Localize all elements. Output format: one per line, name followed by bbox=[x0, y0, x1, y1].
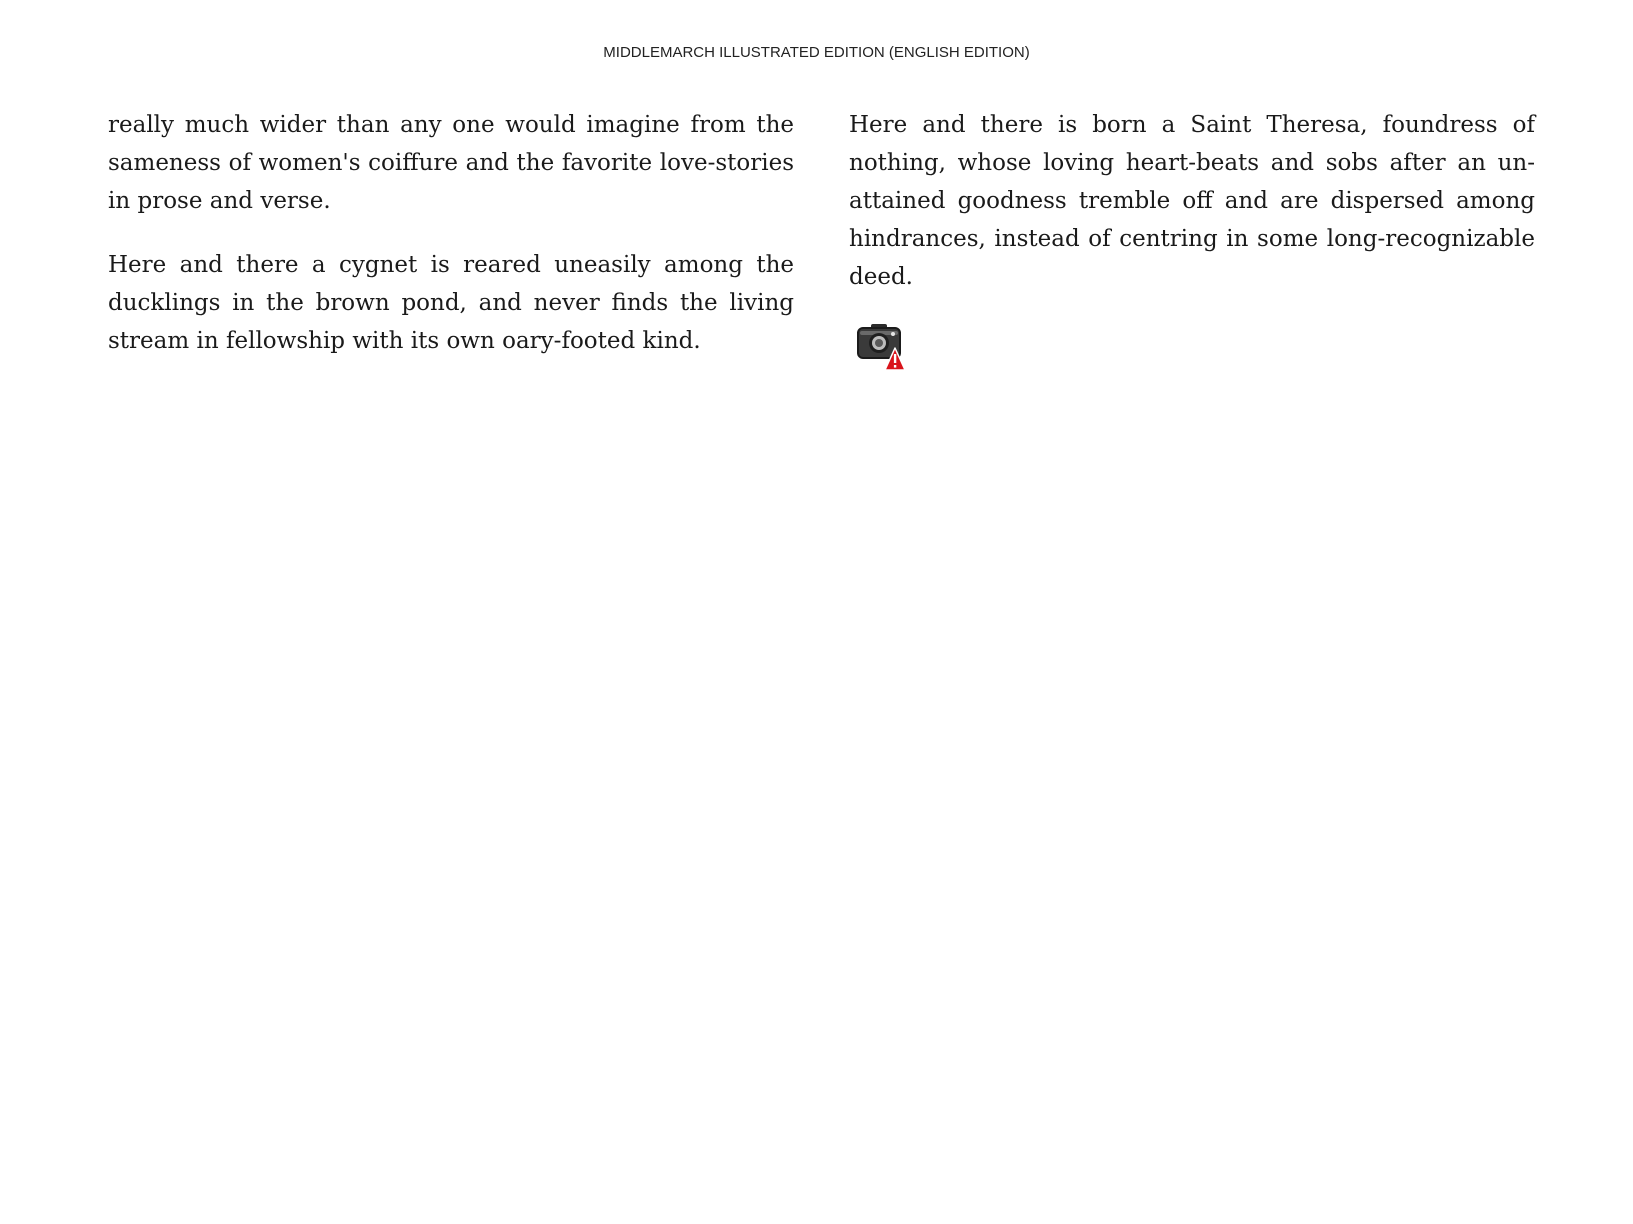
left-column bbox=[108, 106, 794, 386]
right-column bbox=[849, 106, 1535, 372]
paragraph: Here and there a cygnet is reared uneasily among the ducklings in the brown pond, and never finds the living stream in fellowship with its own oary-footed kind. bbox=[108, 252, 794, 354]
paragraph: Here and there is born a Saint Theresa, foundress of nothing, whose loving heart-beats and sobs after an unattained goodness tremble off and are dispersed among hindrances, instead of centring in some long-recognizable deed. bbox=[849, 112, 1535, 290]
broken-image-camera-warning-icon bbox=[857, 322, 905, 372]
running-header-book-title: MIDDLEMARCH ILLUSTRATED EDITION (ENGLISH EDITION) bbox=[603, 44, 1030, 61]
paragraph: really much wider than any one would imagine from the sameness of women's coiffure and the favorite love-stories in prose and verse. bbox=[108, 112, 794, 214]
